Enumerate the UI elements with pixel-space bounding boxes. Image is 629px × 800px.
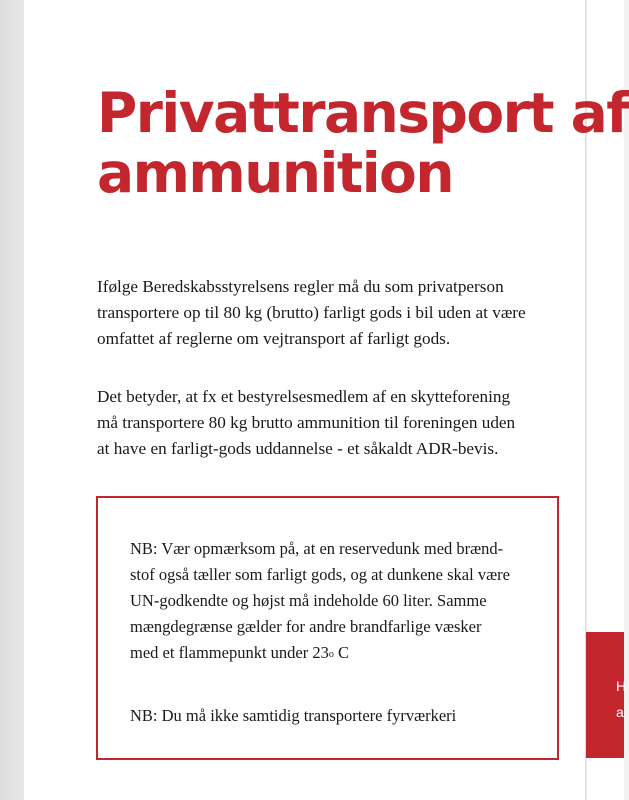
intro-line-3: omfattet af reglerne om vejtransport af farligt gods. (97, 329, 451, 348)
red-box-text-1: H (616, 678, 627, 694)
fuel-note (130, 536, 510, 666)
intro-paragraph (97, 274, 567, 352)
fuel-note-line-3: UN-godkendte og højst må indeholde 60 liter. Samme (130, 591, 487, 610)
fuel-note-line-5 (130, 640, 510, 666)
fuel-note-line-2: stof også tæller som farligt gods, og at dunkene skal være (130, 565, 510, 584)
intro-line-2: transportere op til 80 kg (brutto) farligt gods i bil uden at være (97, 303, 526, 322)
celsius-unit: C (333, 643, 350, 662)
second-line-1: Det betyder, at fx et bestyrelsesmedlem af en skytteforening (97, 387, 511, 406)
fuel-note-line-4: mængdegrænse gælder for andre brandfarlige væsker (130, 617, 482, 636)
fireworks-note-text: NB: Du må ikke samtidig transportere fyrværkeri (130, 706, 457, 725)
page-title (97, 83, 629, 203)
intro-line-1: Ifølge Beredskabsstyrelsens regler må du som privatperson (97, 277, 504, 296)
red-box-text-2: a (616, 704, 624, 720)
second-paragraph (97, 384, 567, 462)
fireworks-note (130, 703, 456, 729)
degree-sign: o (328, 649, 334, 660)
flashpoint-text: med et flammepunkt under 23 (130, 643, 329, 662)
second-line-3: at have en farligt-gods uddannelse - et såkaldt ADR-bevis. (97, 439, 499, 458)
title-line-2: ammunition (97, 141, 453, 205)
left-margin-strip (0, 0, 24, 800)
second-line-2: må transportere 80 kg brutto ammunition til foreningen uden (97, 413, 516, 432)
title-line-1: Privattransport af (97, 81, 629, 145)
fuel-note-line-1: NB: Vær opmærksom på, at en reservedunk med brænd- (130, 539, 504, 558)
next-page-red-box (586, 632, 627, 758)
note-box (96, 496, 559, 760)
